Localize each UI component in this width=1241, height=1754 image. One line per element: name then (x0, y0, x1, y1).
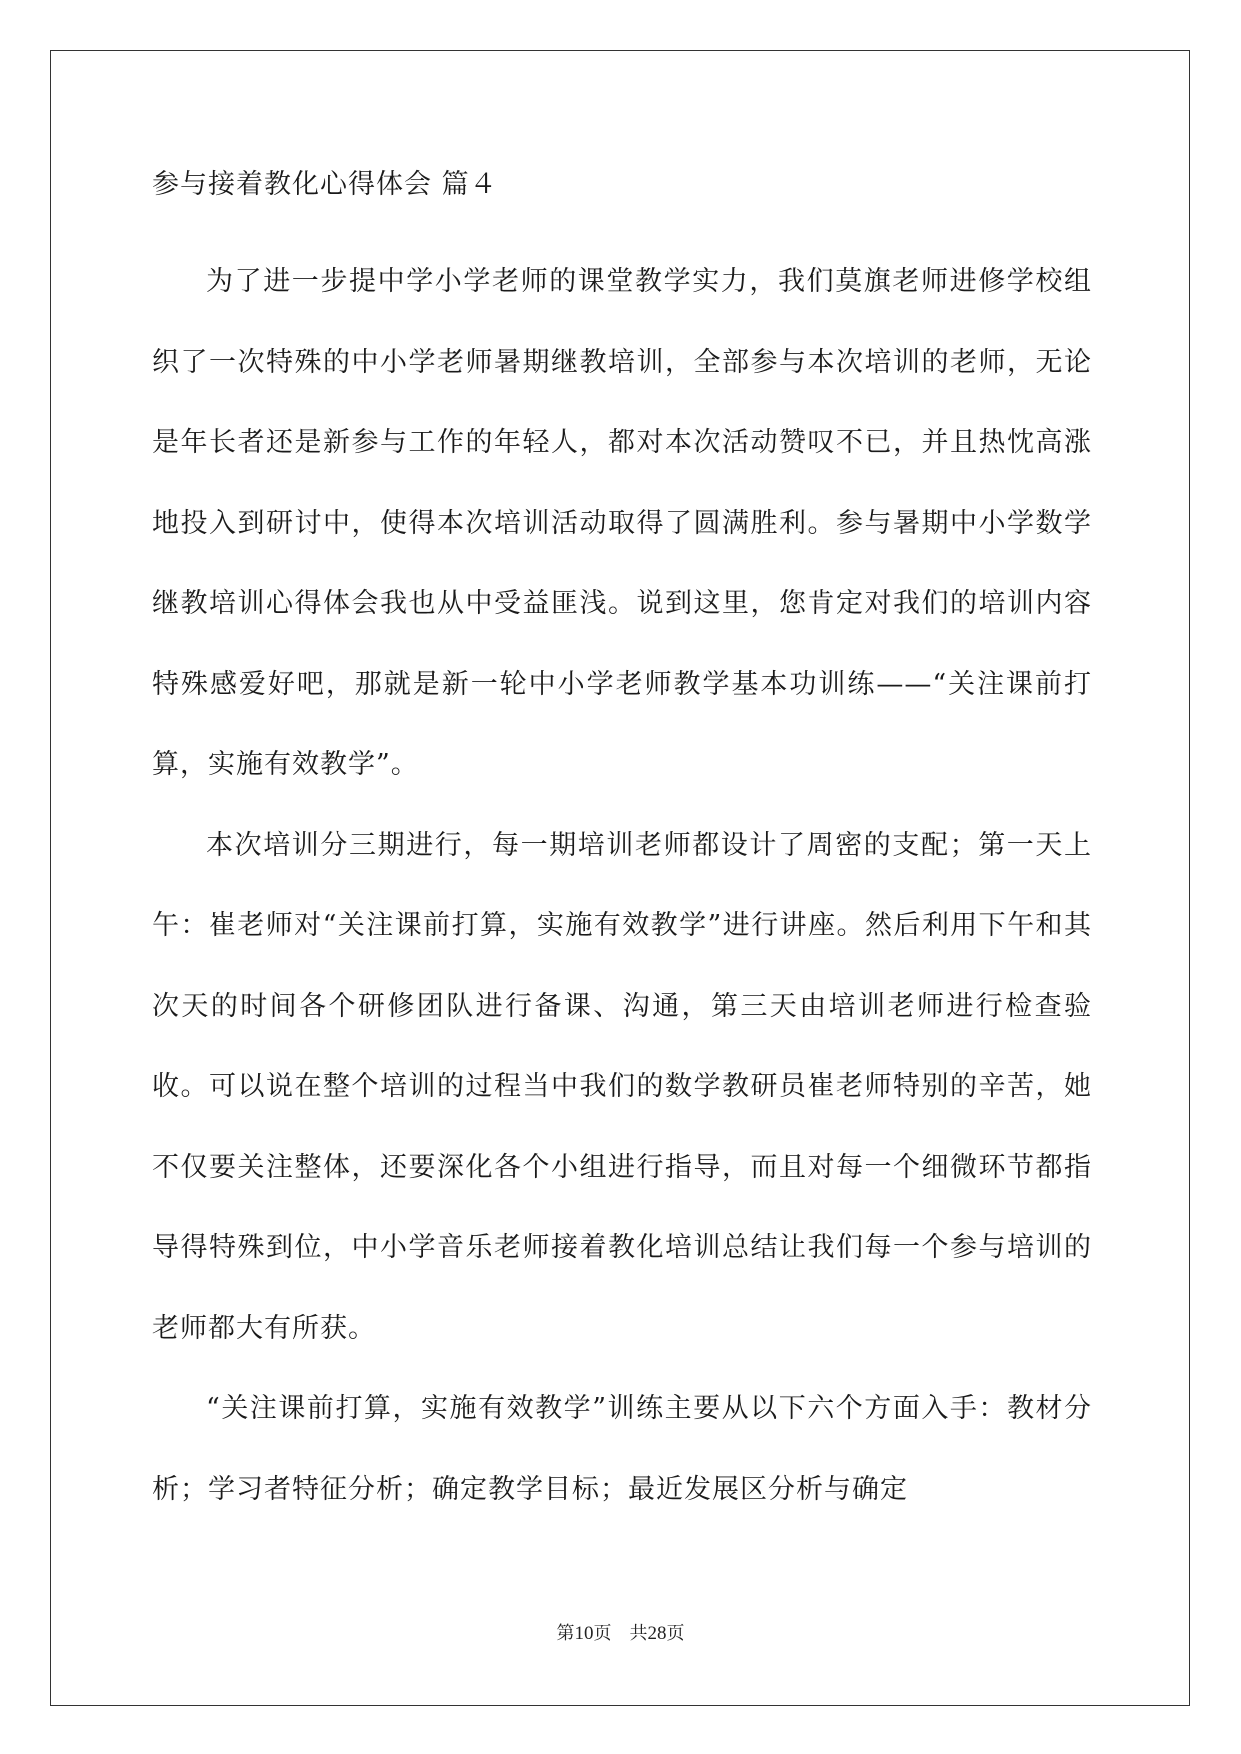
footer-middle: 页 共 (593, 1623, 648, 1644)
total-page-count: 28 (647, 1623, 667, 1644)
document-title: 参与接着教化心得体会 篇４ (152, 169, 498, 200)
page-footer (0, 1622, 1241, 1646)
paragraph-2: 本次培训分三期进行，每一期培训老师都设计了周密的支配；第一天上午：崔老师对“关注课前打算，实施有效教学”进行讲座。然后利用下午和其次天的时间各个研修团队进行备课、沟通，第三天由培训老师进行检查验收。可以说在整个培训的过程当中我们的数学教研员崔老师特别的辛苦，她不仅要关注整体，还要深化各个小组进行指导，而且对每一个细微环节都指导得特殊到位，中小学音乐老师接着教化培训总结让我们每一个参与培训的老师都大有所获。 (152, 829, 1092, 1344)
current-page-number: 10 (574, 1623, 594, 1644)
paragraph-1: 为了进一步提中学小学老师的课堂教学实力，我们莫旗老师进修学校组织了一次特殊的中小学老师暑期继教培训，全部参与本次培训的老师，无论是年长者还是新参与工作的年轻人，都对本次活动赞叹不已，并且热忱高涨地投入到研讨中，使得本次培训活动取得了圆满胜利。参与暑期中小学数学继教培训心得体会我也从中受益匪浅。说到这里，您肯定对我们的培训内容特殊感爱好吧，那就是新一轮中小学老师教学基本功训练——“关注课前打算，实施有效教学”。 (152, 266, 1092, 780)
footer-suffix: 页 (666, 1623, 685, 1644)
footer-prefix: 第 (556, 1623, 575, 1644)
document-body (152, 165, 1092, 1530)
paragraph-3: “关注课前打算，实施有效教学”训练主要从以下六个方面入手：教材分析；学习者特征分析；确定教学目标；最近发展区分析与确定 (152, 1393, 1092, 1505)
